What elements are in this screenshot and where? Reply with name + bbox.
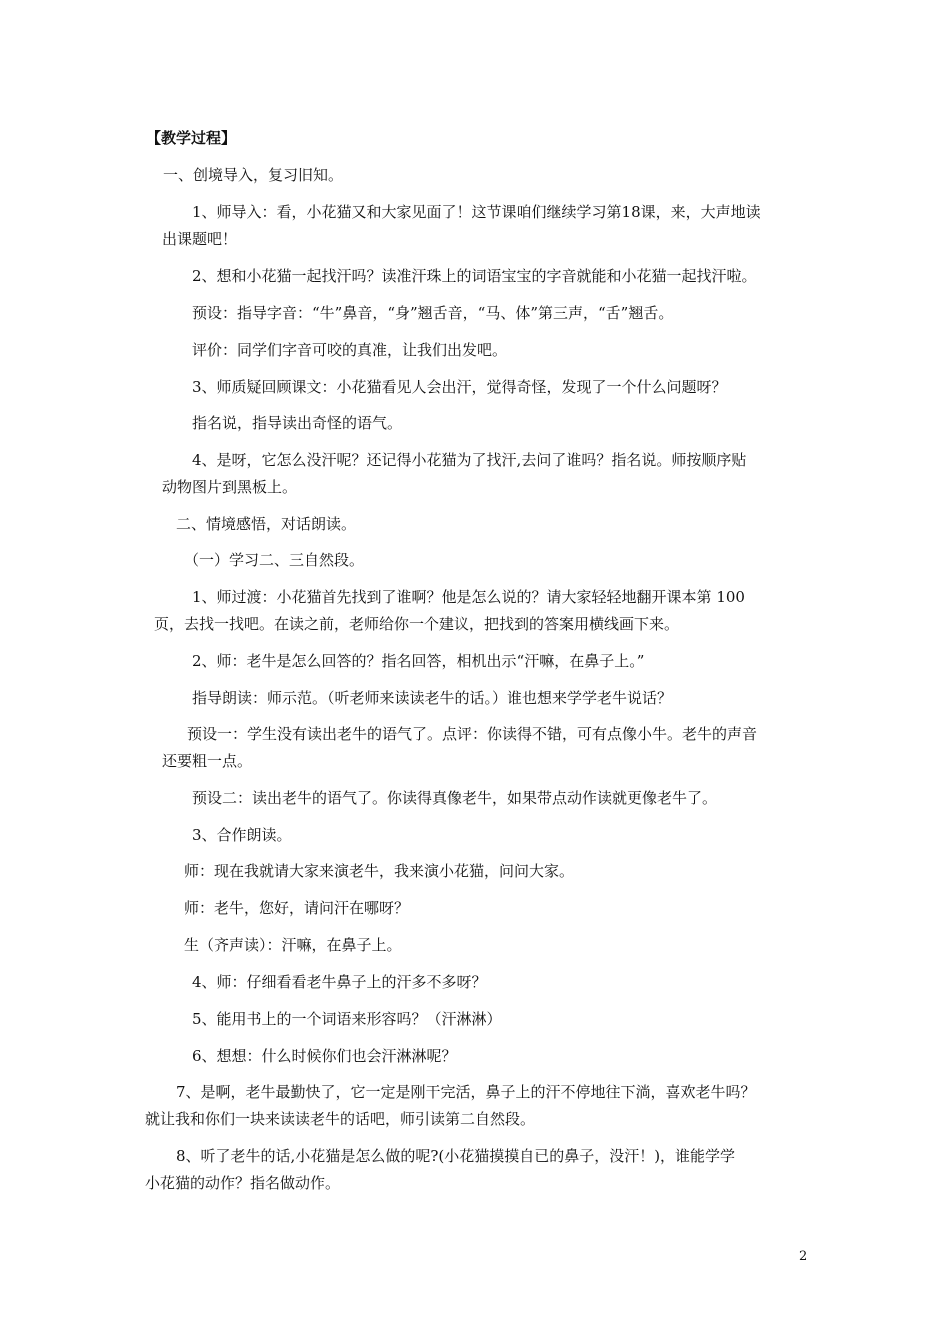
- paragraph-line: 页，去找一找吧。在读之前，老师给你一个建议，把找到的答案用横线画下来。: [154, 615, 680, 633]
- paragraph-line: 5、能用书上的一个词语来形容吗？（汗淋淋）: [192, 1010, 502, 1028]
- paragraph-line: 小花猫的动作？指名做动作。: [145, 1174, 341, 1192]
- paragraph-line: 师：老牛，您好，请问汗在哪呀？: [184, 899, 410, 917]
- paragraph-line: 指名说，指导读出奇怪的语气。: [192, 414, 403, 432]
- paragraph-line: 还要粗一点。: [162, 752, 253, 770]
- paragraph-line: 出课题吧！: [162, 230, 238, 248]
- paragraph-line: 预设二：读出老牛的语气了。你读得真像老牛，如果带点动作读就更像老牛了。: [192, 789, 718, 807]
- section-heading: 【教学过程】: [146, 129, 237, 147]
- paragraph-line: 4、师：仔细看看老牛鼻子上的汗多不多呀？: [192, 973, 487, 991]
- paragraph-line: 8、听了老牛的话,小花猫是怎么做的呢?(小花猫摸摸自已的鼻子，没汗！)，谁能学学: [176, 1147, 736, 1165]
- paragraph-line: 6、想想：什么时候你们也会汗淋淋呢？: [192, 1047, 457, 1065]
- paragraph-line: 一、创境导入，复习旧知。: [163, 166, 344, 184]
- subsection-title: （一）学习二、三自然段。: [184, 551, 365, 569]
- paragraph-line: 3、师质疑回顾课文：小花猫看见人会出汗，觉得奇怪，发现了一个什么问题呀？: [192, 378, 727, 396]
- paragraph-line: 就让我和你们一块来读读老牛的话吧，师引读第二自然段。: [145, 1110, 536, 1128]
- paragraph-line: 师：现在我就请大家来演老牛，我来演小花猫，问问大家。: [184, 862, 575, 880]
- paragraph-line: 1、师导入：看，小花猫又和大家见面了！这节课咱们继续学习第18课，来，大声地读: [192, 203, 761, 221]
- paragraph-line: 3、合作朗读。: [192, 826, 292, 844]
- paragraph-line: 指导朗读：师示范。（听老师来读读老牛的话。）谁也想来学学老牛说话？: [192, 689, 673, 707]
- section-title: 二、情境感悟，对话朗读。: [176, 515, 357, 533]
- paragraph-line: 7、是啊，老牛最勤快了，它一定是刚干完活，鼻子上的汗不停地往下淌，喜欢老牛吗？: [176, 1083, 756, 1101]
- paragraph-line: 2、师：老牛是怎么回答的？指名回答，相机出示“汗嘛，在鼻子上。”: [192, 652, 645, 670]
- page-number: 2: [799, 1249, 808, 1264]
- paragraph-line: 动物图片到黑板上。: [162, 478, 298, 496]
- paragraph-line: 1、师过渡：小花猫首先找到了谁啊？他是怎么说的？请大家轻轻地翻开课本第 100: [192, 588, 745, 606]
- paragraph-line: 4、是呀，它怎么没汗呢？还记得小花猫为了找汗,去问了谁吗？指名说。师按顺序贴: [192, 451, 747, 469]
- paragraph-line: 生（齐声读）：汗嘛，在鼻子上。: [184, 936, 402, 954]
- paragraph-line: 预设：指导字音：“牛”鼻音，“身”翘舌音，“马、体”第三声，“舌”翘舌。: [192, 304, 674, 322]
- paragraph-line: 预设一：学生没有读出老牛的语气了。点评：你读得不错，可有点像小牛。老牛的声音: [187, 725, 758, 743]
- paragraph-line: 2、想和小花猫一起找汗吗？读准汗珠上的词语宝宝的字音就能和小花猫一起找汗啦。: [192, 267, 757, 285]
- paragraph-line: 评价：同学们字音可咬的真准，让我们出发吧。: [192, 341, 508, 359]
